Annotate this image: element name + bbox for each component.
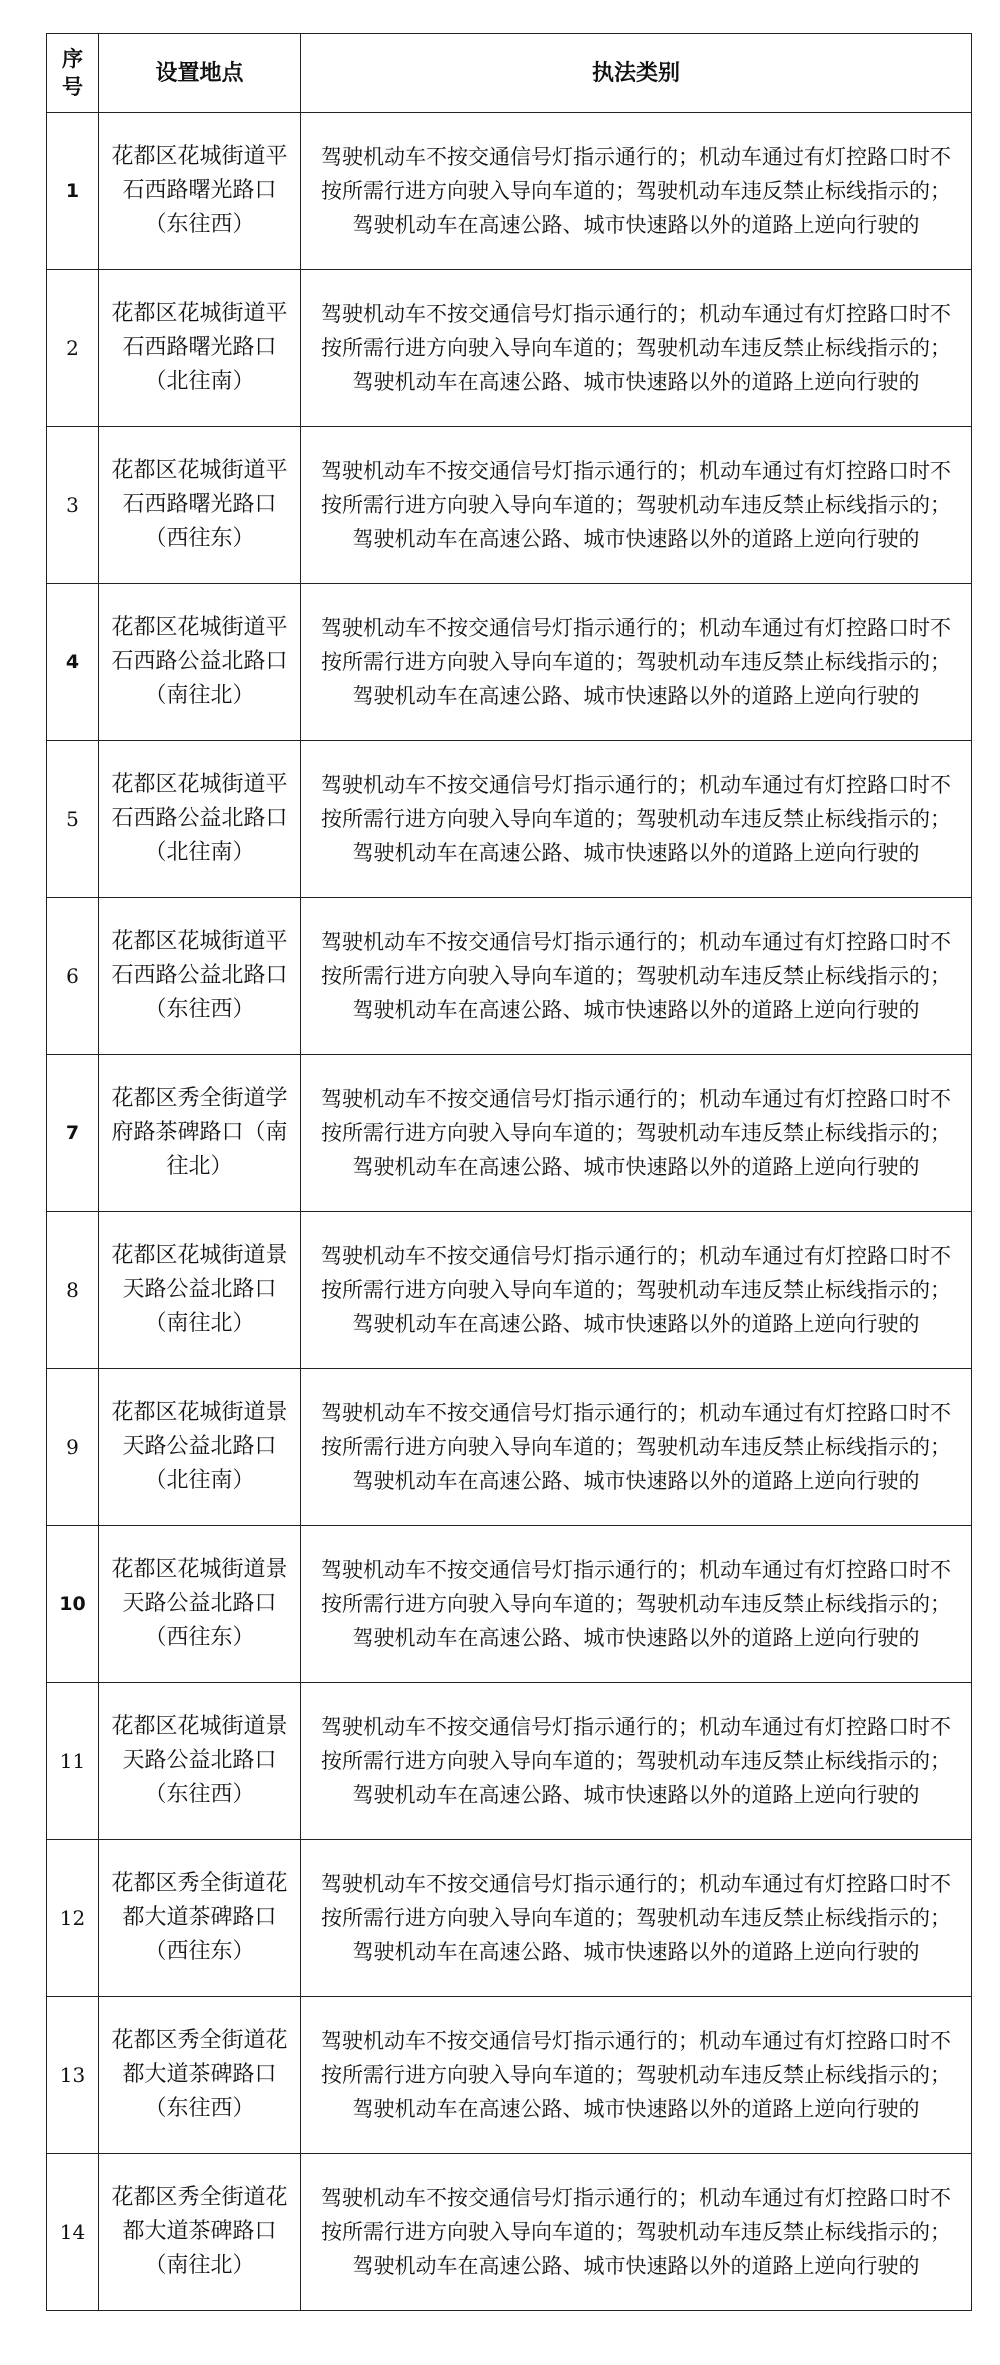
row-category: 驾驶机动车不按交通信号灯指示通行的；机动车通过有灯控路口时不按所需行进方向驶入导向车道的；驾驶机动车违反禁止标线指示的；驾驶机动车在高速公路、城市快速路以外的道路上逆向行驶的 [301,1369,972,1526]
row-location: 花都区花城街道平石西路曙光路口（西往东） [99,427,301,584]
row-number: 9 [47,1369,99,1526]
row-number: 7 [47,1055,99,1212]
row-category: 驾驶机动车不按交通信号灯指示通行的；机动车通过有灯控路口时不按所需行进方向驶入导向车道的；驾驶机动车违反禁止标线指示的；驾驶机动车在高速公路、城市快速路以外的道路上逆向行驶的 [301,113,972,270]
row-category: 驾驶机动车不按交通信号灯指示通行的；机动车通过有灯控路口时不按所需行进方向驶入导向车道的；驾驶机动车违反禁止标线指示的；驾驶机动车在高速公路、城市快速路以外的道路上逆向行驶的 [301,427,972,584]
row-location: 花都区花城街道景天路公益北路口（东往西） [99,1683,301,1840]
row-category: 驾驶机动车不按交通信号灯指示通行的；机动车通过有灯控路口时不按所需行进方向驶入导向车道的；驾驶机动车违反禁止标线指示的；驾驶机动车在高速公路、城市快速路以外的道路上逆向行驶的 [301,898,972,1055]
row-number: 6 [47,898,99,1055]
row-category: 驾驶机动车不按交通信号灯指示通行的；机动车通过有灯控路口时不按所需行进方向驶入导向车道的；驾驶机动车违反禁止标线指示的；驾驶机动车在高速公路、城市快速路以外的道路上逆向行驶的 [301,1055,972,1212]
row-category: 驾驶机动车不按交通信号灯指示通行的；机动车通过有灯控路口时不按所需行进方向驶入导向车道的；驾驶机动车违反禁止标线指示的；驾驶机动车在高速公路、城市快速路以外的道路上逆向行驶的 [301,741,972,898]
row-category: 驾驶机动车不按交通信号灯指示通行的；机动车通过有灯控路口时不按所需行进方向驶入导向车道的；驾驶机动车违反禁止标线指示的；驾驶机动车在高速公路、城市快速路以外的道路上逆向行驶的 [301,1212,972,1369]
row-number: 13 [47,1997,99,2154]
row-category: 驾驶机动车不按交通信号灯指示通行的；机动车通过有灯控路口时不按所需行进方向驶入导向车道的；驾驶机动车违反禁止标线指示的；驾驶机动车在高速公路、城市快速路以外的道路上逆向行驶的 [301,270,972,427]
row-number: 12 [47,1840,99,1997]
row-location: 花都区花城街道景天路公益北路口（南往北） [99,1212,301,1369]
row-location: 花都区花城街道平石西路公益北路口（南往北） [99,584,301,741]
row-number: 2 [47,270,99,427]
table-row [47,1997,972,2154]
table-row [47,270,972,427]
table-row [47,1369,972,1526]
row-category: 驾驶机动车不按交通信号灯指示通行的；机动车通过有灯控路口时不按所需行进方向驶入导向车道的；驾驶机动车违反禁止标线指示的；驾驶机动车在高速公路、城市快速路以外的道路上逆向行驶的 [301,1526,972,1683]
table-body [47,113,972,2311]
table-row [47,584,972,741]
row-location: 花都区秀全街道学府路茶碑路口（南往北） [99,1055,301,1212]
table-row [47,1683,972,1840]
table-row [47,741,972,898]
row-location: 花都区花城街道平石西路曙光路口（北往南） [99,270,301,427]
row-location: 花都区花城街道景天路公益北路口（北往南） [99,1369,301,1526]
table-row [47,2154,972,2311]
row-number: 10 [47,1526,99,1683]
table-row [47,113,972,270]
row-location: 花都区花城街道景天路公益北路口（西往东） [99,1526,301,1683]
row-location: 花都区秀全街道花都大道茶碑路口（南往北） [99,2154,301,2311]
row-number: 1 [47,113,99,270]
row-category: 驾驶机动车不按交通信号灯指示通行的；机动车通过有灯控路口时不按所需行进方向驶入导向车道的；驾驶机动车违反禁止标线指示的；驾驶机动车在高速公路、城市快速路以外的道路上逆向行驶的 [301,2154,972,2311]
enforcement-location-table [46,33,972,2311]
row-number: 3 [47,427,99,584]
row-location: 花都区花城街道平石西路曙光路口（东往西） [99,113,301,270]
row-number: 8 [47,1212,99,1369]
row-category: 驾驶机动车不按交通信号灯指示通行的；机动车通过有灯控路口时不按所需行进方向驶入导向车道的；驾驶机动车违反禁止标线指示的；驾驶机动车在高速公路、城市快速路以外的道路上逆向行驶的 [301,1683,972,1840]
table-header-row [47,34,972,113]
table-row [47,1055,972,1212]
row-location: 花都区秀全街道花都大道茶碑路口（西往东） [99,1840,301,1997]
row-category: 驾驶机动车不按交通信号灯指示通行的；机动车通过有灯控路口时不按所需行进方向驶入导向车道的；驾驶机动车违反禁止标线指示的；驾驶机动车在高速公路、城市快速路以外的道路上逆向行驶的 [301,584,972,741]
table-row [47,1212,972,1369]
document-sheet [46,33,971,2311]
header-location: 设置地点 [99,34,301,113]
row-location: 花都区花城街道平石西路公益北路口（东往西） [99,898,301,1055]
table-row [47,427,972,584]
row-location: 花都区秀全街道花都大道茶碑路口（东往西） [99,1997,301,2154]
row-category: 驾驶机动车不按交通信号灯指示通行的；机动车通过有灯控路口时不按所需行进方向驶入导向车道的；驾驶机动车违反禁止标线指示的；驾驶机动车在高速公路、城市快速路以外的道路上逆向行驶的 [301,1997,972,2154]
row-category: 驾驶机动车不按交通信号灯指示通行的；机动车通过有灯控路口时不按所需行进方向驶入导向车道的；驾驶机动车违反禁止标线指示的；驾驶机动车在高速公路、城市快速路以外的道路上逆向行驶的 [301,1840,972,1997]
row-number: 11 [47,1683,99,1840]
header-category: 执法类别 [301,34,972,113]
row-number: 5 [47,741,99,898]
row-number: 14 [47,2154,99,2311]
row-number: 4 [47,584,99,741]
row-location: 花都区花城街道平石西路公益北路口（北往南） [99,741,301,898]
table-row [47,1526,972,1683]
table-row [47,898,972,1055]
table-row [47,1840,972,1997]
header-serial-number: 序号 [47,34,99,113]
